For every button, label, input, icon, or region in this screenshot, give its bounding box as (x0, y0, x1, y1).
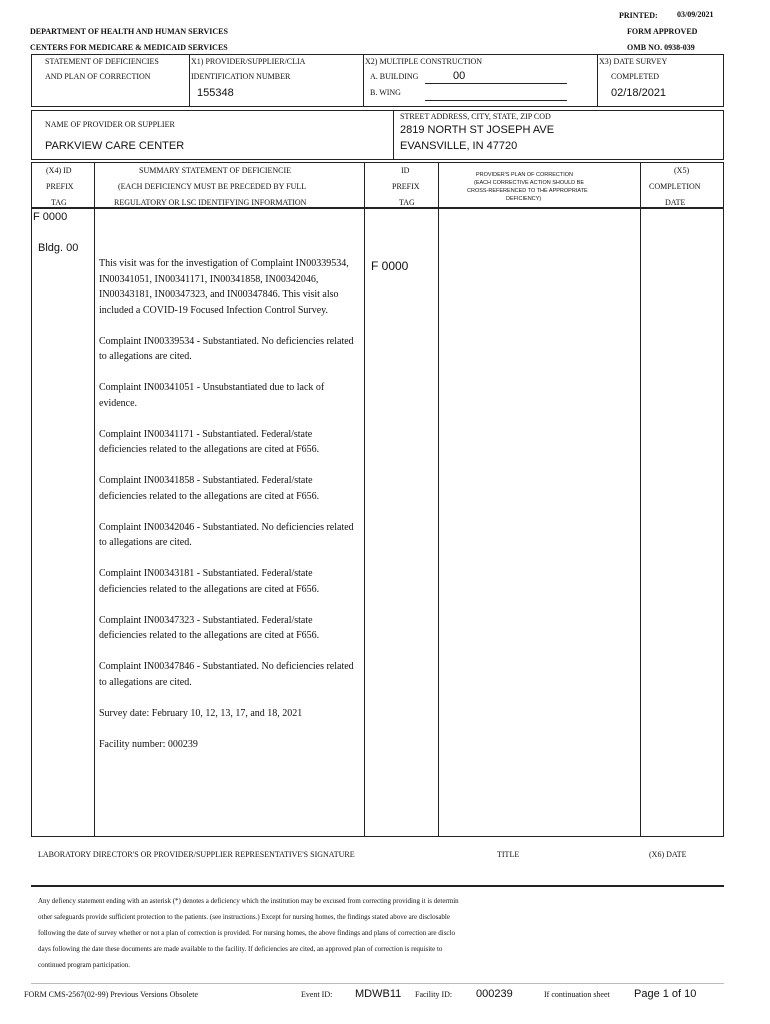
x2-label: X2) MULTIPLE CONSTRUCTION (365, 57, 483, 66)
x5-label: (X5) (674, 166, 690, 175)
divider (640, 208, 641, 837)
form-approved-label: FORM APPROVED (627, 27, 698, 36)
omb-number: OMB NO. 0938-039 (627, 43, 695, 52)
director-signature-label: LABORATORY DIRECTOR'S OR PROVIDER/SUPPLIER REPRESENTATIVE'S SIGNATURE (38, 850, 355, 859)
wing-underline (425, 100, 567, 101)
form-number: FORM CMS-2567(02-99) Previous Versions Obsolete (24, 990, 199, 999)
x6-date-label: (X6) DATE (649, 850, 687, 859)
summary-sublabel: REGULATORY OR LSC IDENTIFYING INFORMATION (114, 198, 307, 207)
deficiency-tag: F 0000 (33, 211, 68, 223)
date-label: DATE (665, 198, 686, 207)
building-tag: Bldg. 00 (38, 242, 79, 254)
title-label: TITLE (497, 850, 520, 859)
plan-sublabel: (EACH CORRECTIVE ACTION SHOULD BE (474, 180, 585, 186)
summary-paragraph: Complaint IN00347323 - Substantiated. Federal/state deficiencies related to the allegations are cited at F656. (99, 614, 320, 641)
provider-name: PARKVIEW CARE CENTER (45, 140, 185, 152)
summary-paragraph: Complaint IN00339534 - Substantiated. No deficiencies related to allegations are cited. (99, 335, 354, 362)
disclaimer-line: following the date of survey whether or not a plan of correction is provided. For nursing homes, the above findings and plans of correction are disclo (38, 929, 455, 937)
divider (189, 54, 190, 107)
divider (364, 162, 365, 208)
event-id-value: MDWB11 (355, 988, 402, 1000)
address-line2: EVANSVILLE, IN 47720 (400, 140, 518, 152)
correction-label: AND PLAN OF CORRECTION (45, 72, 151, 81)
disclaimer-line: other safeguards provide sufficient protection to the patients. (see instructions.) Except for nursing homes, the findings stated above are disclosable (38, 913, 450, 921)
divider (438, 162, 439, 208)
summary-paragraph: Survey date: February 10, 12, 13, 17, and 18, 2021 (99, 707, 303, 719)
building-underline (425, 83, 567, 84)
footer-divider (31, 983, 724, 984)
continuation-label: If continuation sheet (544, 990, 610, 999)
summary-paragraph: Complaint IN00341858 - Substantiated. Federal/state deficiencies related to the allegations are cited at F656. (99, 475, 320, 502)
signature-divider (31, 885, 724, 887)
summary-paragraph: Complaint IN00341051 - Unsubstantiated due to lack of evidence. (99, 382, 325, 409)
divider (364, 208, 365, 837)
disclaimer-line: days following the date these documents are made available to the facility. If deficiencies are cited, an approved plan of correction is requisite to (38, 945, 443, 953)
address-line1: 2819 NORTH ST JOSEPH AVE (400, 124, 555, 136)
printed-label: PRINTED: (619, 11, 658, 20)
department-title: DEPARTMENT OF HEALTH AND HUMAN SERVICES (30, 27, 228, 36)
centers-title: CENTERS FOR MEDICARE & MEDICAID SERVICES (30, 43, 228, 52)
divider (597, 54, 598, 107)
disclaimer-line: continued program participation. (38, 961, 130, 969)
page-number: Page 1 of 10 (634, 988, 697, 1000)
divider (94, 162, 95, 208)
x4-tag-label: TAG (51, 198, 67, 207)
summary-paragraph: Complaint IN00342046 - Substantiated. No deficiencies related to allegations are cited. (99, 521, 354, 548)
summary-paragraph: Facility number: 000239 (99, 738, 198, 750)
summary-paragraph: Complaint IN00347846 - Substantiated. No deficiencies related to allegations are cited. (99, 661, 354, 688)
provider-id-number: 155348 (197, 87, 234, 99)
facility-id-label: Facility ID: (415, 990, 453, 999)
tag-label: TAG (399, 198, 415, 207)
x3-label: X3) DATE SURVEY (599, 57, 668, 66)
provider-box (31, 110, 724, 160)
event-id-label: Event ID: (301, 990, 333, 999)
building-value: 00 (453, 70, 466, 82)
plan-tag: F 0000 (371, 259, 409, 273)
wing-label: B. WING (370, 88, 401, 97)
summary-paragraph: Complaint IN00341171 - Substantiated. Federal/state deficiencies related to the allegations are cited at F656. (99, 428, 320, 455)
facility-id-value: 000239 (476, 988, 513, 1000)
x4-id-label: (X4) ID (46, 166, 72, 175)
plan-label: PROVIDER'S PLAN OF CORRECTION (476, 172, 574, 178)
id-label: ID (401, 166, 410, 175)
summary-paragraph: This visit was for the investigation of Complaint IN00339534, IN00341051, IN00341171, IN00341858, IN00342046, IN00343181, IN00347323, and IN00347846. This visit also included a COVID-19 Focused Infection Control Survey. (99, 258, 349, 316)
divider (438, 208, 439, 837)
statement-label: STATEMENT OF DEFICIENCIES (45, 57, 159, 66)
printed-date: 03/09/2021 (677, 10, 714, 19)
provider-name-label: NAME OF PROVIDER OR SUPPLIER (45, 120, 175, 129)
summary-paragraph: Complaint IN00343181 - Substantiated. Federal/state deficiencies related to the allegations are cited at F656. (99, 568, 320, 595)
disclaimer-text (38, 893, 728, 973)
plan-sublabel: DEFICIENCY) (506, 196, 542, 202)
divider (393, 110, 394, 160)
summary-label: SUMMARY STATEMENT OF DEFICIENCIE (139, 166, 292, 175)
summary-sublabel: (EACH DEFICIENCY MUST BE PRECEDED BY FULL (118, 182, 307, 191)
prefix-label: PREFIX (392, 182, 420, 191)
building-label: A. BUILDING (370, 72, 419, 81)
address-label: STREET ADDRESS, CITY, STATE, ZIP COD (400, 112, 551, 121)
x1-label: X1) PROVIDER/SUPPLIER/CLIA (191, 57, 306, 66)
divider (363, 54, 364, 107)
plan-sublabel: CROSS-REFERENCED TO THE APPROPRIATE (467, 188, 588, 194)
disclaimer-line: Any defiency statement ending with an asterisk (*) denotes a deficiency which the institution may be excused from correcting providing it is determin (38, 897, 459, 905)
x1-sublabel: IDENTIFICATION NUMBER (191, 72, 291, 81)
divider (94, 208, 95, 837)
x4-prefix-label: PREFIX (46, 182, 74, 191)
x3-sublabel: COMPLETED (611, 72, 659, 81)
completion-label: COMPLETION (649, 182, 701, 191)
divider (640, 162, 641, 208)
survey-completed-date: 02/18/2021 (611, 87, 667, 99)
summary-statement (99, 256, 357, 768)
